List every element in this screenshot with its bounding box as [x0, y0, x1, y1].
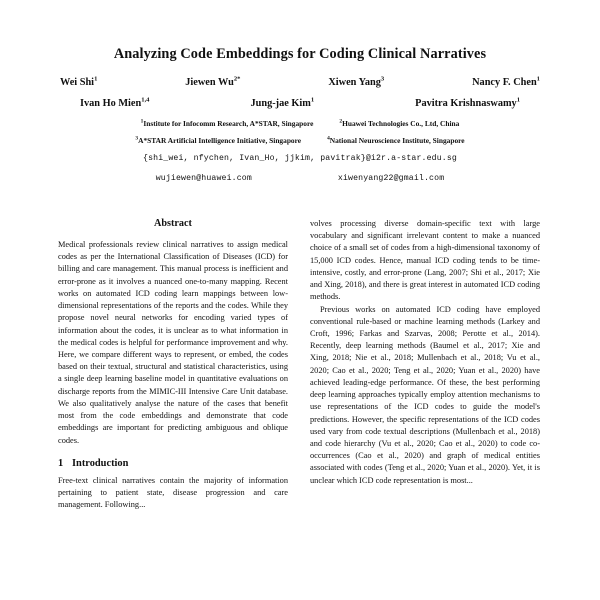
author-name: Ivan Ho Mien	[80, 97, 142, 109]
author-row-2	[58, 98, 542, 109]
author-name: Xiwen Yang	[328, 76, 381, 88]
left-column	[58, 218, 288, 600]
introduction-paragraph-2: Previous works on automated ICD coding have employed conventional rule-based or machine learning methods (Larkey and Croft, 1996; Farkas and Szarvas, 2008; Perotte et al., 2014). Recently, deep learning methods (Baumel et al., 2017; Xie and Xing, 2018; Nie et al., 2018; Mullenbach et al., 2018; Vu et al., 2020; Cao et al., 2020; Teng et al., 2020; Yuan et al., 2020) have achieved leading-edge performance. Of these, the best performing deep learning approaches typically employ attention mechanisms to use representations of the ICD codes to guide the model's predictions. However, the specific representations of the ICD codes used vary from code textual descriptions (Mullenbach et al., 2018) and code hierarchy (Vu et al., 2020; Cao et al., 2020) to code co-occurrences (Cao et al., 2020) and graph of medical entities associated with codes (Teng et al., 2020; Yuan et al., 2020). Yet, it is unclear which ICD code representation is most...	[310, 304, 540, 485]
author-name: Jiewen Wu	[185, 76, 234, 88]
author	[250, 98, 314, 109]
author	[185, 77, 240, 88]
author	[415, 98, 520, 109]
author-name: Pavitra Krishnaswamy	[415, 97, 517, 109]
group-email: {shi_wei, nfychen, Ivan_Ho, jjkim, pavitrak}@i2r.a-star.edu.sg	[143, 153, 457, 163]
affiliation-marker: 4	[327, 135, 330, 142]
affiliation-row-2	[58, 136, 542, 145]
affiliation-text: Huawei Technologies Co., Ltd, China	[342, 118, 460, 128]
affiliation-marker: 1	[140, 118, 144, 125]
author-affiliation-marker: 1	[310, 96, 315, 104]
section-title: Introduction	[72, 457, 129, 469]
author-affiliation-marker: 1	[536, 75, 540, 83]
abstract-text: Medical professionals review clinical narratives to assign medical codes as per the International Classification of Diseases (ICD) for billing and care management. This manual process is inefficient and error-prone as it involves a nuanced one-to-many mapping. Recent works on automated ICD coding learn mappings between low-dimensional representations of the reports and the codes. While they propose novel neural networks for encoding varied types of information about the codes, it is unclear as to what information in the medical codes is helpful for performance improvement and why. Here, we compare different ways to represent, or embed, the codes based on their textual, structural and statistical characteristics, using a single deep learning baseline model in quantitative evaluations on discharge reports from the MIMIC-III Intensive Care Unit database. We also qualitatively analyse the nature of the cases that benefit most from the code embeddings and demonstrate that code embeddings are important for predicting ambiguous and oblique codes.	[58, 240, 288, 445]
affiliation	[327, 136, 465, 145]
introduction-paragraph-left: Free-text clinical narratives contain the majority of information pertaining to patient state, disease progression and care management. Following...	[58, 475, 288, 510]
secondary-email-right: xiwenyang22@gmail.com	[337, 173, 445, 183]
email-block	[58, 154, 542, 194]
affiliation-marker: 2	[339, 118, 343, 125]
author-name: Nancy F. Chen	[472, 76, 537, 88]
affiliation-row-1	[58, 119, 542, 128]
author	[60, 77, 97, 88]
author-affiliation-marker: 1,4	[141, 96, 150, 104]
author-affiliation-marker: 1	[516, 96, 520, 104]
author-affiliation-marker: 1	[94, 75, 98, 83]
author-affiliation-marker: 3	[380, 75, 385, 83]
affiliation-marker: 3	[135, 135, 139, 142]
author-affiliation-marker: 2*	[233, 75, 241, 83]
introduction-paragraph-continued: volves processing diverse domain-specific text with large vocabulary and significant irrelevant content to make a nuanced choice of a small set of codes from a high-dimensional taxonomy of 15,000 ICD codes. Hence, manual ICD coding tends to be time-intensive, costly, and error-prone (Lang, 2007; Shi et al., 2017; Xie and Xing, 2018), and there is great interest in automated ICD coding methods.	[310, 219, 540, 302]
author-name: Jung-jae Kim	[250, 97, 311, 109]
affiliation	[135, 136, 301, 145]
affiliation-text: A*STAR Artificial Intelligence Initiative, Singapore	[138, 135, 302, 145]
author	[80, 98, 149, 109]
title-block	[0, 0, 600, 194]
affiliation-text: Institute for Infocomm Research, A*STAR, Singapore	[143, 118, 314, 128]
secondary-email-left: wujiewen@huawei.com	[155, 173, 252, 183]
author-row-1	[58, 77, 542, 88]
section-number: 1	[58, 457, 64, 469]
introduction-heading	[58, 458, 288, 469]
author	[328, 77, 384, 88]
author	[472, 77, 540, 88]
affiliation	[339, 119, 459, 128]
author-name: Wei Shi	[60, 76, 95, 88]
secondary-email-row	[58, 174, 542, 194]
right-column	[310, 218, 540, 600]
abstract-heading: Abstract	[154, 218, 192, 229]
body-columns	[58, 218, 542, 600]
affiliation-text: National Neuroscience Institute, Singapore	[329, 135, 465, 145]
affiliation	[141, 119, 314, 128]
page-title: Analyzing Code Embeddings for Coding Clinical Narratives	[113, 46, 487, 62]
